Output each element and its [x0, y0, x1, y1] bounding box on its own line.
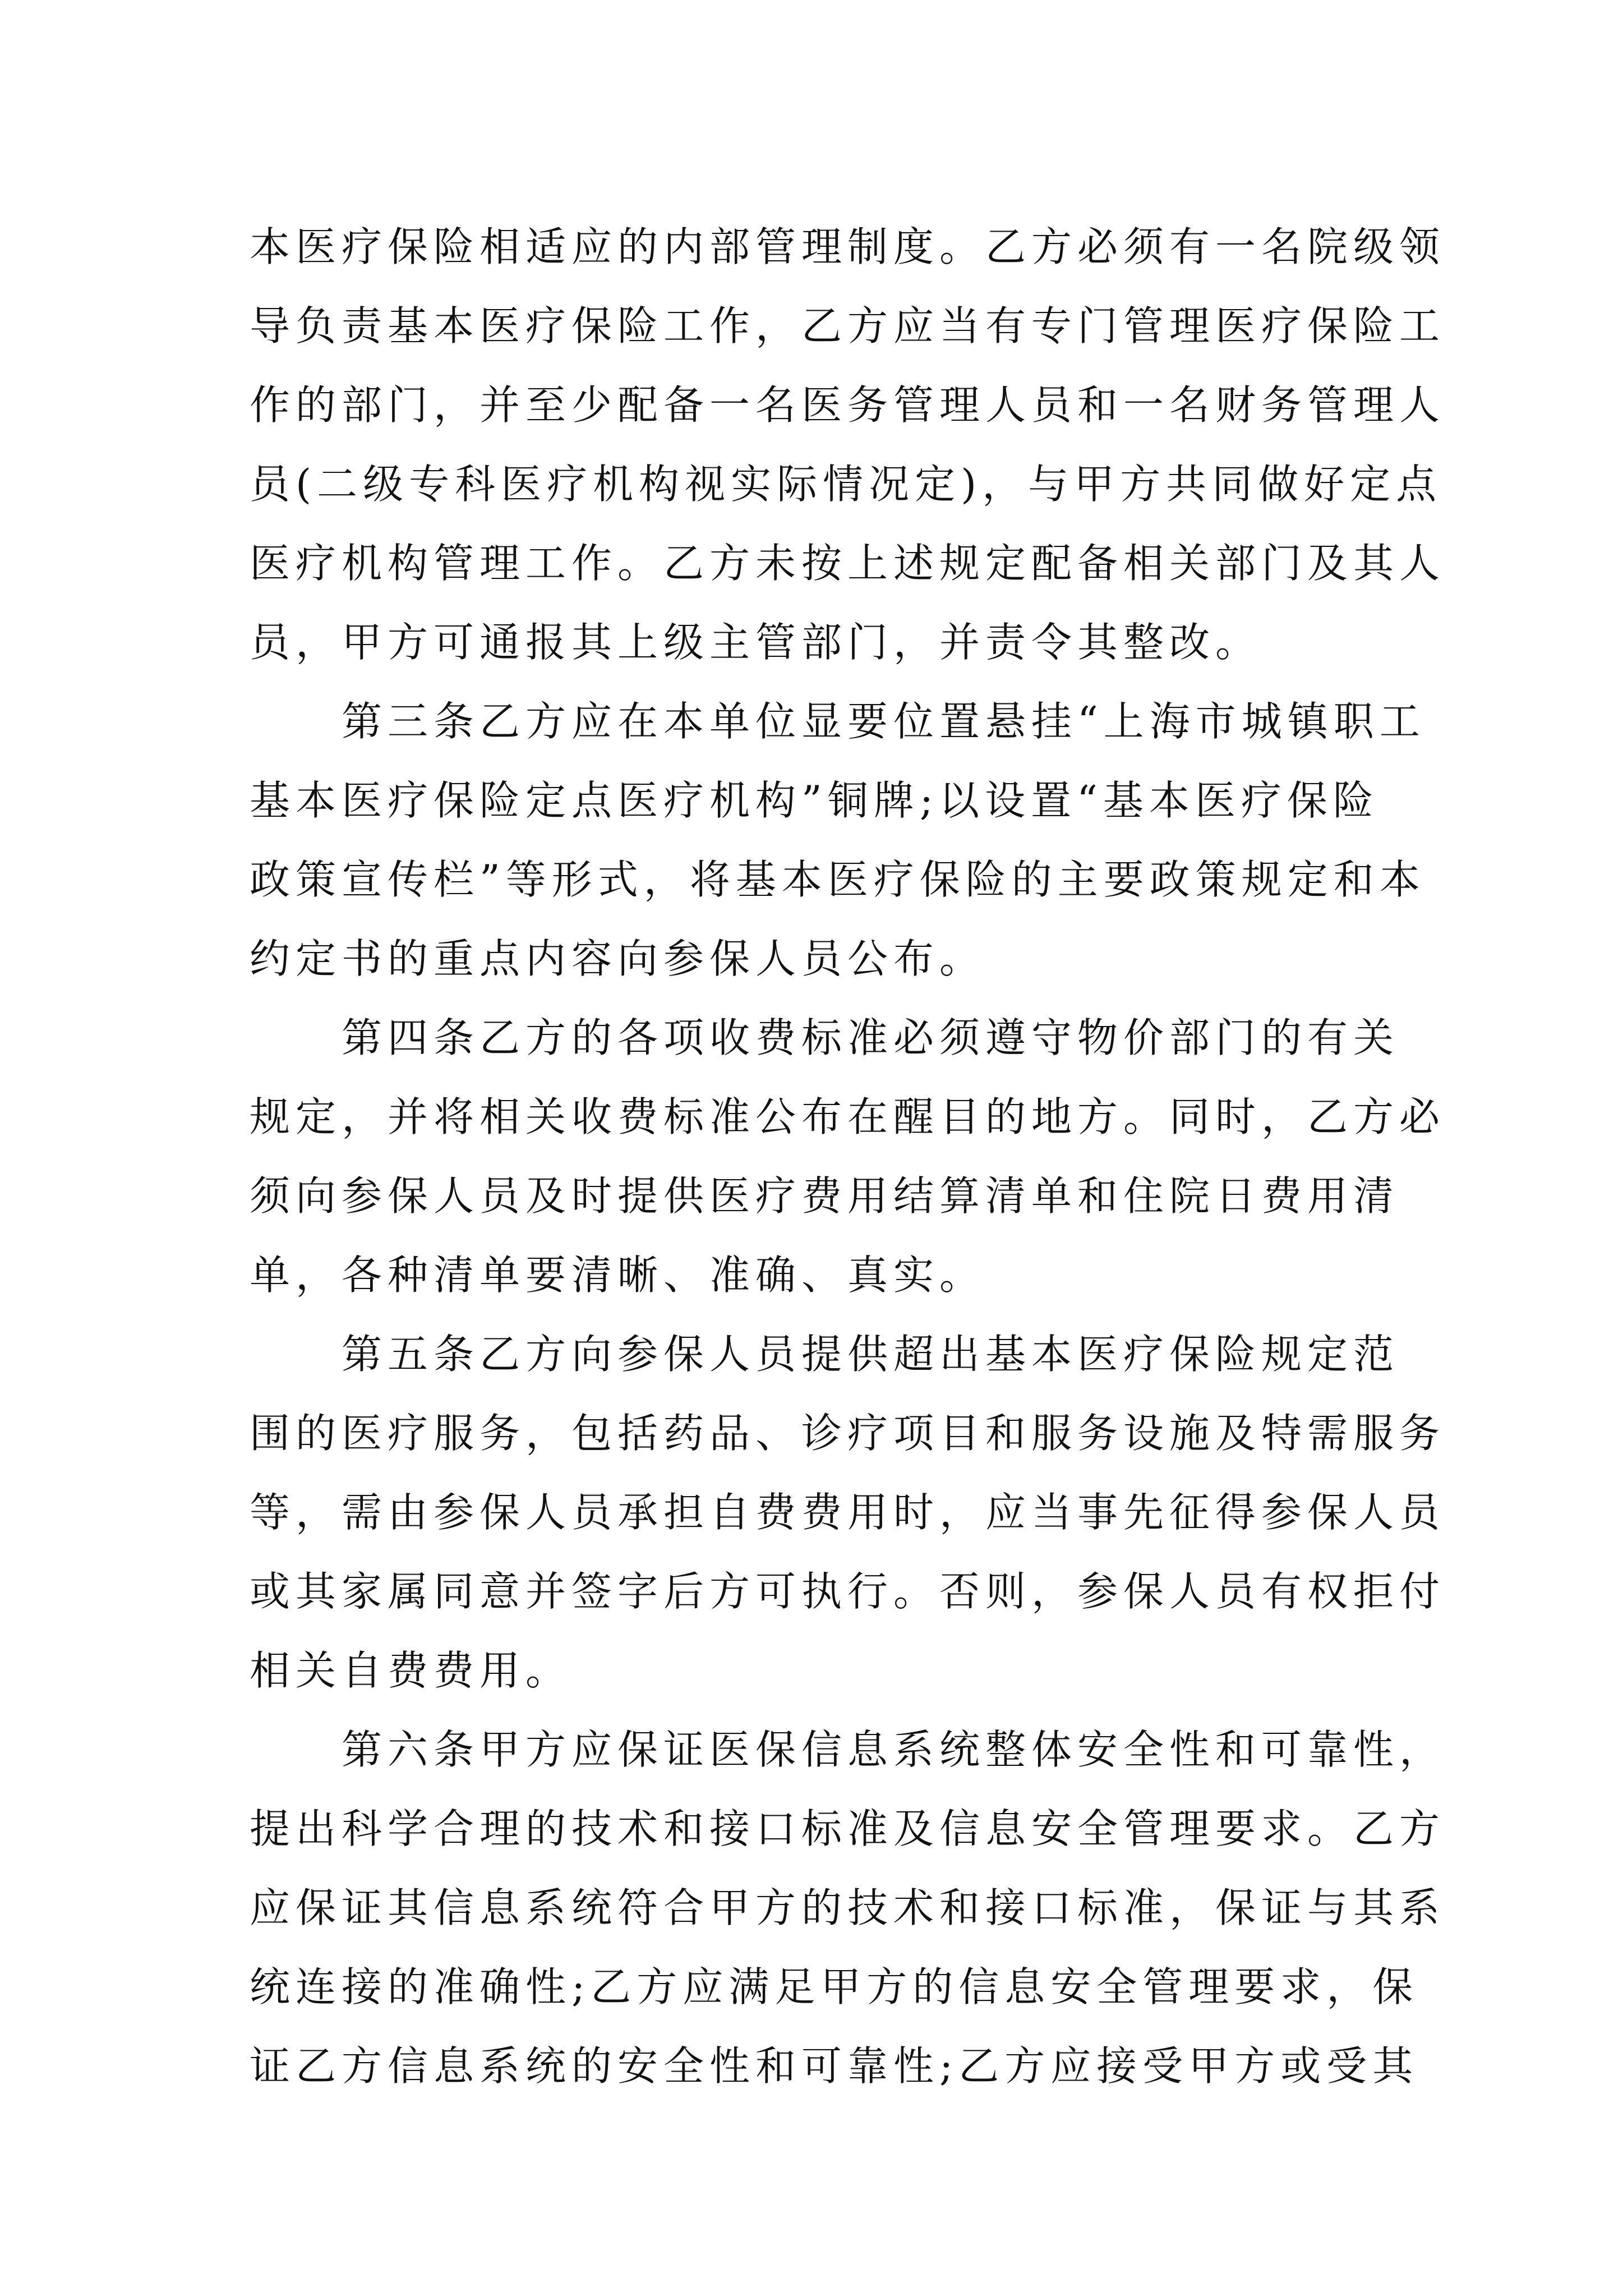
text-line: 员，甲方可通报其上级主管部门，并责令其整改。	[250, 619, 1262, 666]
text-line: 证乙方信息系统的安全性和可靠性;乙方应接受甲方或受其	[250, 2042, 1419, 2090]
article-5-first-line: 第五条乙方向参保人员提供超出基本医疗保险规定范	[342, 1331, 1400, 1378]
text-line: 本医疗保险相适应的内部管理制度。乙方必须有一名院级领	[250, 223, 1446, 270]
text-line: 规定，并将相关收费标准公布在醒目的地方。同时，乙方必	[250, 1093, 1446, 1140]
text-line: 围的医疗服务，包括药品、诊疗项目和服务设施及特需服务	[250, 1410, 1446, 1457]
text-line: 约定书的重点内容向参保人员公布。	[250, 935, 986, 982]
text-line: 须向参保人员及时提供医疗费用结算清单和住院日费用清	[250, 1172, 1400, 1220]
article-4-first-line: 第四条乙方的各项收费标准必须遵守物价部门的有关	[342, 1014, 1400, 1061]
text-line: 应保证其信息系统符合甲方的技术和接口标准，保证与其系	[250, 1884, 1446, 1931]
text-line: 政策宣传栏”等形式，将基本医疗保险的主要政策规定和本	[250, 856, 1426, 903]
text-line: 员(二级专科医疗机构视实际情况定)，与甲方共同做好定点	[250, 461, 1442, 508]
text-line: 单，各种清单要清晰、准确、真实。	[250, 1251, 986, 1299]
text-line: 等，需由参保人员承担自费费用时，应当事先征得参保人员	[250, 1489, 1446, 1536]
article-3-first-line: 第三条乙方应在本单位显要位置悬挂“上海市城镇职工	[342, 698, 1426, 745]
text-line: 提出科学合理的技术和接口标准及信息安全管理要求。乙方	[250, 1805, 1446, 1852]
article-6-first-line: 第六条甲方应保证医保信息系统整体安全性和可靠性，	[342, 1726, 1446, 1773]
text-line: 导负责基本医疗保险工作，乙方应当有专门管理医疗保险工	[250, 302, 1446, 349]
text-line: 统连接的准确性;乙方应满足甲方的信息安全管理要求，保	[250, 1963, 1419, 2010]
text-line: 或其家属同意并签字后方可执行。否则，参保人员有权拒付	[250, 1568, 1446, 1615]
text-line: 相关自费费用。	[250, 1647, 572, 1694]
text-line: 医疗机构管理工作。乙方未按上述规定配备相关部门及其人	[250, 540, 1446, 587]
text-line: 基本医疗保险定点医疗机构”铜牌;以设置“基本医疗保险	[250, 777, 1379, 824]
text-line: 作的部门，并至少配备一名医务管理人员和一名财务管理人	[250, 381, 1446, 429]
document-body	[250, 208, 1446, 2106]
